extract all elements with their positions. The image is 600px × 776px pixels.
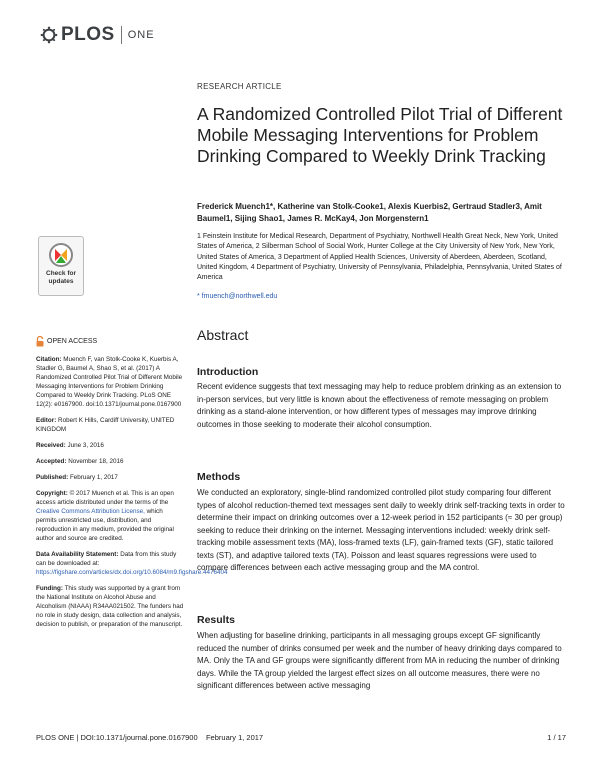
published-block	[36, 473, 184, 482]
copyright-block	[36, 489, 184, 543]
logo-divider	[121, 26, 122, 44]
copyright-text-a: © 2017 Muench et al. This is an open access article distributed under the terms of the	[36, 490, 174, 506]
received-block	[36, 441, 184, 450]
introduction-text: Recent evidence suggests that text messaging may help to reduce problem drinking as an extension to in-person services, but very little is known about the effectiveness of remote messaging on problem drinking as a stand-alone intervention, or how different types of messages may improve drinking outcomes in those seeking to moderate their alcohol consumption.	[197, 382, 562, 429]
data-availability-block	[36, 550, 228, 577]
open-access-badge	[36, 336, 184, 347]
published-date: February 1, 2017	[69, 474, 118, 481]
citation-text: Muench F, van Stolk-Cooke K, Kuerbis A, Stadler G, Baumel A, Shao S, et al. (2017) A Randomized Controlled Pilot Trial of Different Mobile Messaging Interventions for Problem Drinking Compared to Weekly Drink Tracking. PLoS ONE 12(2): e0167900. doi:10.1371/journal.pone.0167900	[36, 356, 183, 408]
accepted-block	[36, 457, 184, 466]
results-heading: Results	[197, 614, 235, 626]
data-availability-label: Data Availability Statement:	[36, 551, 119, 558]
abstract-heading: Abstract	[197, 327, 249, 343]
affiliations: 1 Feinstein Institute for Medical Research, Department of Psychiatry, Northwell Health Great Neck, New York, United States of America, 2 Silberman School of Social Work, Hunter College at the City University of New York, New York, United States of America, 3 Department of Applied Health Sciences, University of Aberdeen, Aberdeen, Scotland, United Kingdom, 4 Department of Psychiatry, University of Pennsylvania, Philadelphia, Pennsylvania, United States of America	[197, 233, 562, 282]
page-number: 1 / 17	[547, 733, 566, 742]
figshare-link[interactable]: https://figshare.com/articles/dx.doi.org/10.6084/m9.figshare.4476404	[36, 569, 228, 576]
accepted-date: November 18, 2016	[68, 458, 124, 465]
funding-label: Funding:	[36, 585, 63, 592]
article-title: A Randomized Controlled Pilot Trial of Different Mobile Messaging Interventions for Problem Drinking Compared to Weekly Drink Tracking	[197, 104, 563, 166]
published-label: Published:	[36, 474, 69, 481]
citation-block	[36, 355, 184, 409]
plos-one-logo[interactable]	[40, 24, 155, 46]
footer-citation: PLOS ONE | DOI:10.1371/journal.pone.0167900 February 1, 2017	[36, 733, 264, 742]
editor-block	[36, 416, 184, 434]
author-list[interactable]: Frederick Muench1*, Katherine van Stolk-Cooke1, Alexis Kuerbis2, Gertraud Stadler3, Amit Baumel1, Sijing Shao1, James R. McKay4, Jon Morgenstern1	[197, 202, 542, 223]
journal-name: ONE	[127, 29, 155, 41]
check-for-label: Check for	[46, 270, 76, 277]
plos-wordmark: PLOS	[61, 24, 115, 45]
data-availability-text: Data from this study can be downloaded at:	[36, 551, 177, 567]
corresponding-email[interactable]: * fmuench@northwell.edu	[197, 293, 278, 300]
page-footer	[36, 733, 566, 742]
editor-text: Robert K Hills, Cardiff University, UNITED KINGDOM	[36, 417, 175, 433]
copyright-label: Copyright:	[36, 490, 68, 497]
article-type: RESEARCH ARTICLE	[197, 82, 282, 91]
citation-label: Citation:	[36, 356, 62, 363]
methods-text: We conducted an exploratory, single-blind randomized controlled pilot study comparing four different types of alcohol reduction-themed text messages sent daily to weekly drink self-tracking texts in order to determine their impact on drinking outcomes over a 12-week period in 152 participants (≈ 30 per group) seeking to reduce their drinking on the internet. Messaging interventions included: weekly drink self-tracking mobile assessment texts (MA), loss-framed texts (LF), gain-framed texts (GF), static tailored texts (ST), and adaptive tailored texts (TA). Poisson and least squares regressions were used to compare differences between each active messaging group and the MA control.	[197, 488, 565, 572]
open-access-label: OPEN ACCESS	[47, 338, 98, 345]
results-text: When adjusting for baseline drinking, participants in all messaging groups except GF significantly reduced the number of drinks consumed per week and the number of heavy drinking days compared to MA. Only the TA and GF groups were significantly different from MA in reducing the number of drinking days. While the TA group yielded the largest effect sizes on all outcome measures, there were no significant differences between active messaging	[197, 631, 562, 690]
editor-label: Editor:	[36, 417, 57, 424]
cc-license-link[interactable]: Creative Commons Attribution License,	[36, 508, 145, 515]
funding-block	[36, 584, 184, 629]
plos-logo-icon	[40, 26, 58, 44]
copyright-text-b: which permits unrestricted use, distribution, and reproduction in any medium, provided the original author and source are credited.	[36, 508, 174, 542]
funding-text: This study was supported by a grant from the National Institute on Alcohol Abuse and Alcoholism (NIAAA) R34AA021502. The funders had no role in study design, data collection and analysis, decision to publish, or preparation of the manuscript.	[36, 585, 184, 628]
accepted-label: Accepted:	[36, 458, 67, 465]
introduction-heading: Introduction	[197, 366, 259, 378]
check-for-updates-button[interactable]	[38, 236, 84, 296]
received-label: Received:	[36, 442, 66, 449]
received-date: June 3, 2016	[67, 442, 104, 449]
open-lock-icon	[36, 336, 44, 347]
methods-heading: Methods	[197, 471, 241, 483]
crossmark-icon	[48, 242, 74, 268]
updates-label: updates	[48, 277, 74, 285]
